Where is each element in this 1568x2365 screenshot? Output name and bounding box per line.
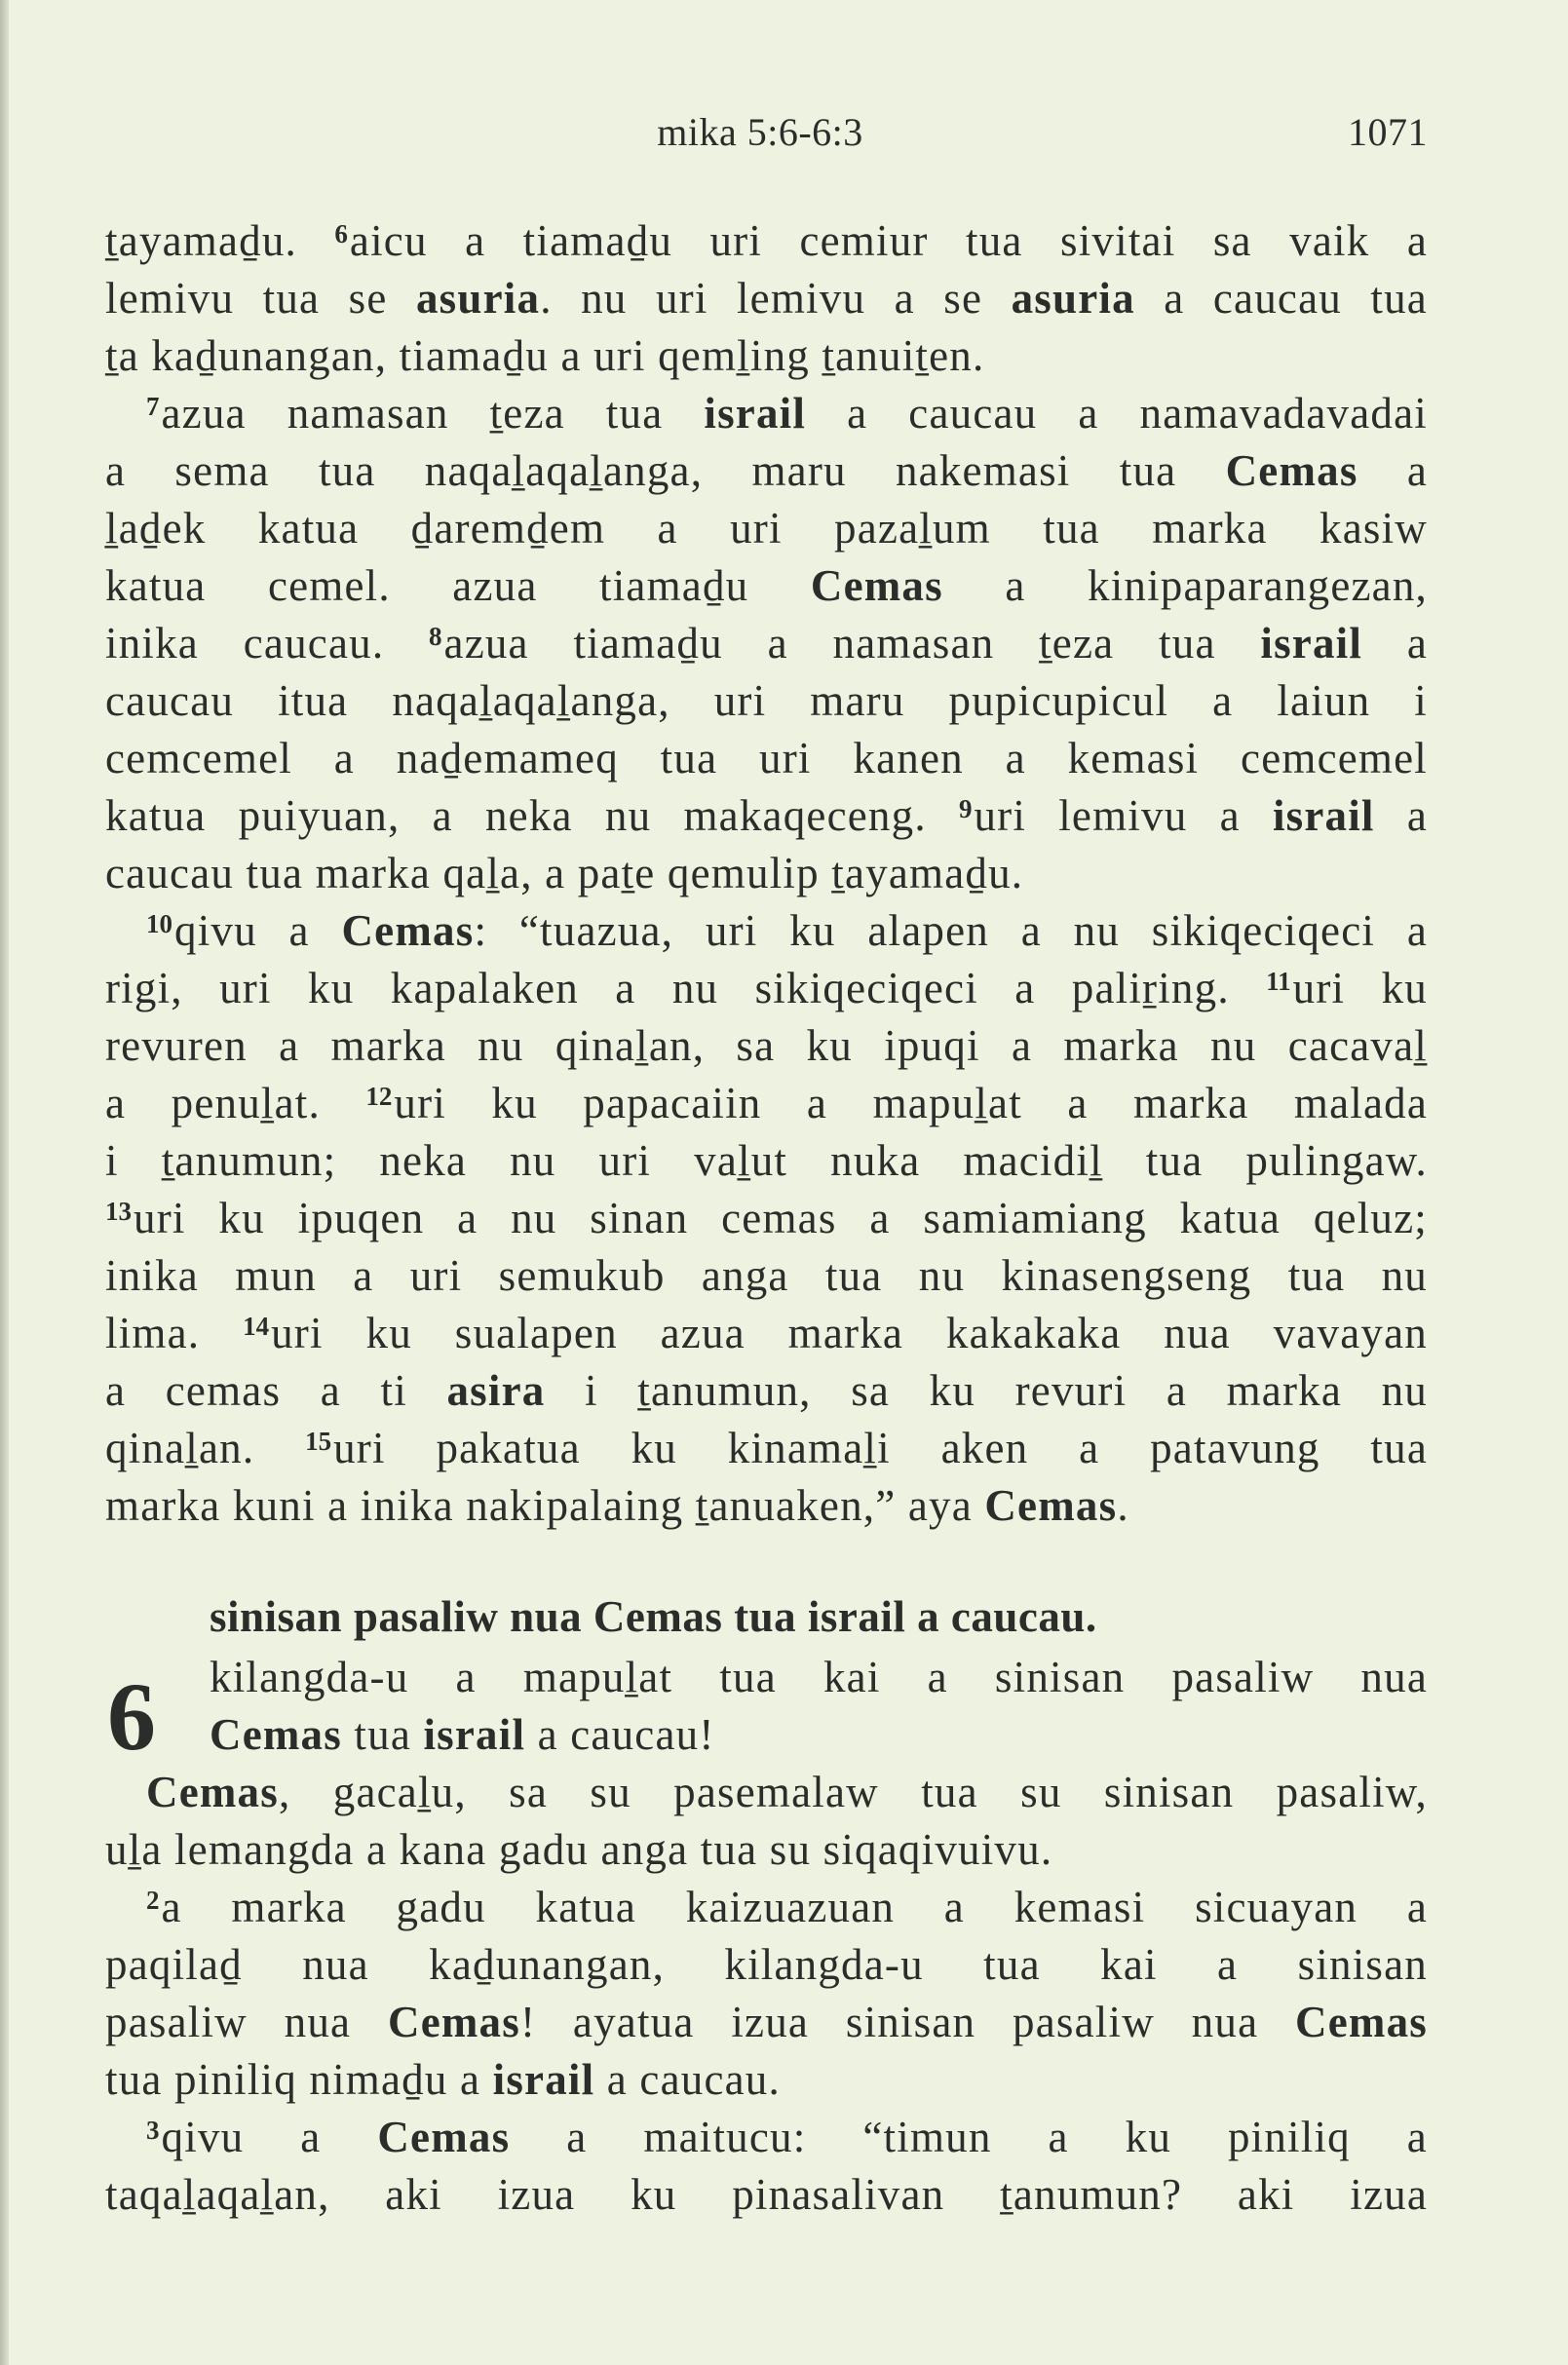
text-run: uri ku papacaiin a mapuḻat a marka malada <box>394 1079 1429 1127</box>
text-run: rigi, uri ku kapalaken a nu sikiqeciqeci a paliṟing. <box>105 964 1267 1012</box>
text-line <box>105 2109 1428 2166</box>
text-run: ṯa kaḏunangan, tiamaḏu a uri qemḻing ṯanuiṯen. <box>105 331 985 380</box>
text-run: inika mun a uri semukub anga tua nu kinasengseng tua nu <box>105 1251 1428 1300</box>
text-line <box>105 1420 1428 1477</box>
text-run: uri ku sualapen azua marka kakakaka nua vavayan <box>271 1309 1428 1357</box>
text-line <box>105 1936 1428 1994</box>
text-line <box>105 1017 1428 1075</box>
text-run: pasaliw nua <box>105 1998 388 2046</box>
verse-number: 15 <box>305 1427 332 1456</box>
verse-number: 8 <box>429 622 442 651</box>
text-run: qivu a <box>174 906 342 955</box>
text-run: uri pakatua ku kinamaḻi aken a patavung tua <box>333 1424 1428 1472</box>
text-line <box>105 615 1428 672</box>
text-run: caucau tua marka qaḻa, a paṯe qemulip ṯayamaḏu. <box>105 849 1024 897</box>
bold-term: Cemas <box>1295 1998 1428 2046</box>
text-run: a penuḻat. <box>105 1079 366 1127</box>
text-run: i ṯanumun; neka nu uri vaḻut nuka macidiḻ tua pulingaw. <box>105 1136 1428 1185</box>
text-line <box>105 1247 1428 1305</box>
text-run: a <box>1362 619 1428 668</box>
text-line <box>105 270 1428 327</box>
text-run: a kinipaparangezan, <box>942 561 1428 610</box>
text-line <box>105 730 1428 787</box>
text-block-chapter-5 <box>105 212 1428 1535</box>
text-run: lemivu tua se <box>105 274 416 323</box>
text-line <box>105 1190 1428 1247</box>
text-run: , gacaḻu, sa su pasemalaw tua su sinisan pasaliw, <box>278 1768 1428 1816</box>
text-line <box>105 500 1428 557</box>
bold-term: Cemas <box>146 1768 279 1816</box>
text-run: paqilaḏ nua kaḏunangan, kilangda-u tua kai a sinisan <box>105 1940 1428 1989</box>
text-run: a marka gadu katua kaizuazuan a kemasi sicuayan a <box>161 1883 1428 1931</box>
text-line <box>105 1994 1428 2051</box>
text-run: uri ku <box>1292 964 1428 1012</box>
verse-number: 10 <box>146 909 172 938</box>
text-run: qivu a <box>161 2113 378 2161</box>
verse-number: 3 <box>146 2116 160 2145</box>
running-header: mika 5:6-6:3 <box>657 110 863 154</box>
verse-number: 11 <box>1266 967 1291 996</box>
bold-term: Cemas <box>810 561 943 610</box>
text-run: a maitucu: “timun a ku piniliq a <box>510 2113 1428 2161</box>
text-run: . <box>1117 1481 1129 1530</box>
page-number: 1071 <box>1348 110 1428 154</box>
text-run: a caucau. <box>594 2055 781 2104</box>
text-line <box>105 1477 1428 1535</box>
text-run: lima. <box>105 1309 244 1357</box>
text-run: a cemas a ti <box>105 1366 447 1415</box>
bold-term: Cemas <box>1225 446 1358 495</box>
text-line <box>105 672 1428 730</box>
text-line <box>105 1075 1428 1132</box>
text-line <box>105 1706 1428 1764</box>
text-line <box>105 2051 1428 2109</box>
text-line <box>105 1879 1428 1936</box>
text-run: ḻaḏek katua ḏaremḏem a uri pazaḻum tua marka kasiw <box>105 504 1428 553</box>
verse-number: 14 <box>243 1312 270 1341</box>
text-run: tua <box>341 1710 424 1759</box>
text-run: a <box>1358 446 1428 495</box>
text-run: kilangda-u a mapuḻat tua kai a sinisan pasaliw nua <box>210 1653 1428 1701</box>
text-run: a caucau! <box>525 1710 715 1759</box>
text-line <box>105 1649 1428 1706</box>
text-line <box>105 960 1428 1017</box>
text-line <box>105 1821 1428 1879</box>
bold-term: israil <box>492 2055 595 2104</box>
text-run: inika caucau. <box>105 619 430 668</box>
text-run: taqaḻaqaḻan, aki izua ku pinasalivan ṯanumun? aki izua <box>105 2170 1428 2219</box>
text-run: : “tuazua, uri ku alapen a nu sikiqeciqeci a <box>474 906 1428 955</box>
text-line <box>105 385 1428 442</box>
text-run: qinaḻan. <box>105 1424 306 1472</box>
text-run: . nu uri lemivu a se <box>540 274 1012 323</box>
text-run: azua namasan ṯeza tua <box>161 389 705 438</box>
text-run: ! ayatua izua sinisan pasaliw nua <box>519 1998 1296 2046</box>
text-run: a caucau a namavadavadai <box>806 389 1429 438</box>
text-run: uḻa lemangda a kana gadu anga tua su siqaqivuivu. <box>105 1825 1053 1874</box>
verse-number: 9 <box>958 794 973 823</box>
section-heading: sinisan pasaliw nua Cemas tua israil a caucau. <box>210 1592 1097 1641</box>
bold-term: Cemas <box>984 1481 1118 1530</box>
text-line <box>105 1764 1428 1821</box>
bold-term: Cemas <box>377 2113 511 2161</box>
verse-number: 13 <box>105 1197 132 1226</box>
text-run: revuren a marka nu qinaḻan, sa ku ipuqi a marka nu cacavaḻ <box>105 1021 1428 1070</box>
text-block-chapter-6 <box>105 1649 1428 2224</box>
text-run: uri lemivu a <box>974 791 1273 840</box>
text-line <box>105 442 1428 500</box>
bold-term: israil <box>1272 791 1375 840</box>
verse-number: 7 <box>146 392 160 421</box>
bold-term: israil <box>704 389 807 438</box>
bold-term: asuria <box>415 274 541 323</box>
text-run: a sema tua naqaḻaqaḻanga, maru nakemasi tua <box>105 446 1226 495</box>
text-run: marka kuni a inika nakipalaing ṯanuaken,” aya <box>105 1481 985 1530</box>
text-line <box>105 2166 1428 2224</box>
text-line <box>105 557 1428 615</box>
bold-term: asira <box>446 1366 546 1415</box>
bold-term: Cemas <box>341 906 475 955</box>
text-run: caucau itua naqaḻaqaḻanga, uri maru pupicupicul a laiun i <box>105 676 1428 725</box>
text-line <box>105 1362 1428 1420</box>
text-run: tua piniliq nimaḏu a <box>105 2055 493 2104</box>
text-run: cemcemel a naḏemameq tua uri kanen a kemasi cemcemel <box>105 734 1428 782</box>
bold-term: Cemas <box>210 1710 342 1759</box>
bold-term: israil <box>423 1710 526 1759</box>
chapter-number: 6 <box>107 1662 156 1771</box>
text-run: katua cemel. azua tiamaḏu <box>105 561 811 610</box>
text-line <box>105 902 1428 960</box>
text-run: ṯayamaḏu. <box>105 216 335 265</box>
bold-term: Cemas <box>388 1998 520 2046</box>
text-run: aicu a tiamaḏu uri cemiur tua sivitai sa vaik a <box>349 216 1428 265</box>
text-line <box>105 1132 1428 1190</box>
verse-number: 2 <box>146 1886 160 1915</box>
text-line <box>105 212 1428 270</box>
text-run: a <box>1374 791 1428 840</box>
text-run: i ṯanumun, sa ku revuri a marka nu <box>545 1366 1428 1415</box>
text-run: azua tiamaḏu a namasan ṯeza tua <box>443 619 1261 668</box>
bold-term: asuria <box>1011 274 1135 323</box>
text-run: a caucau tua <box>1134 274 1428 323</box>
text-run: katua puiyuan, a neka nu makaqeceng. <box>105 791 959 840</box>
text-line <box>105 327 1428 385</box>
verse-number: 12 <box>365 1082 393 1111</box>
verse-number: 6 <box>334 219 348 248</box>
bold-term: israil <box>1260 619 1363 668</box>
text-line <box>105 845 1428 902</box>
page-edge <box>0 0 9 2365</box>
text-line <box>105 787 1428 845</box>
text-line <box>105 1305 1428 1362</box>
text-run: uri ku ipuqen a nu sinan cemas a samiamiang katua qeluz; <box>134 1194 1428 1242</box>
